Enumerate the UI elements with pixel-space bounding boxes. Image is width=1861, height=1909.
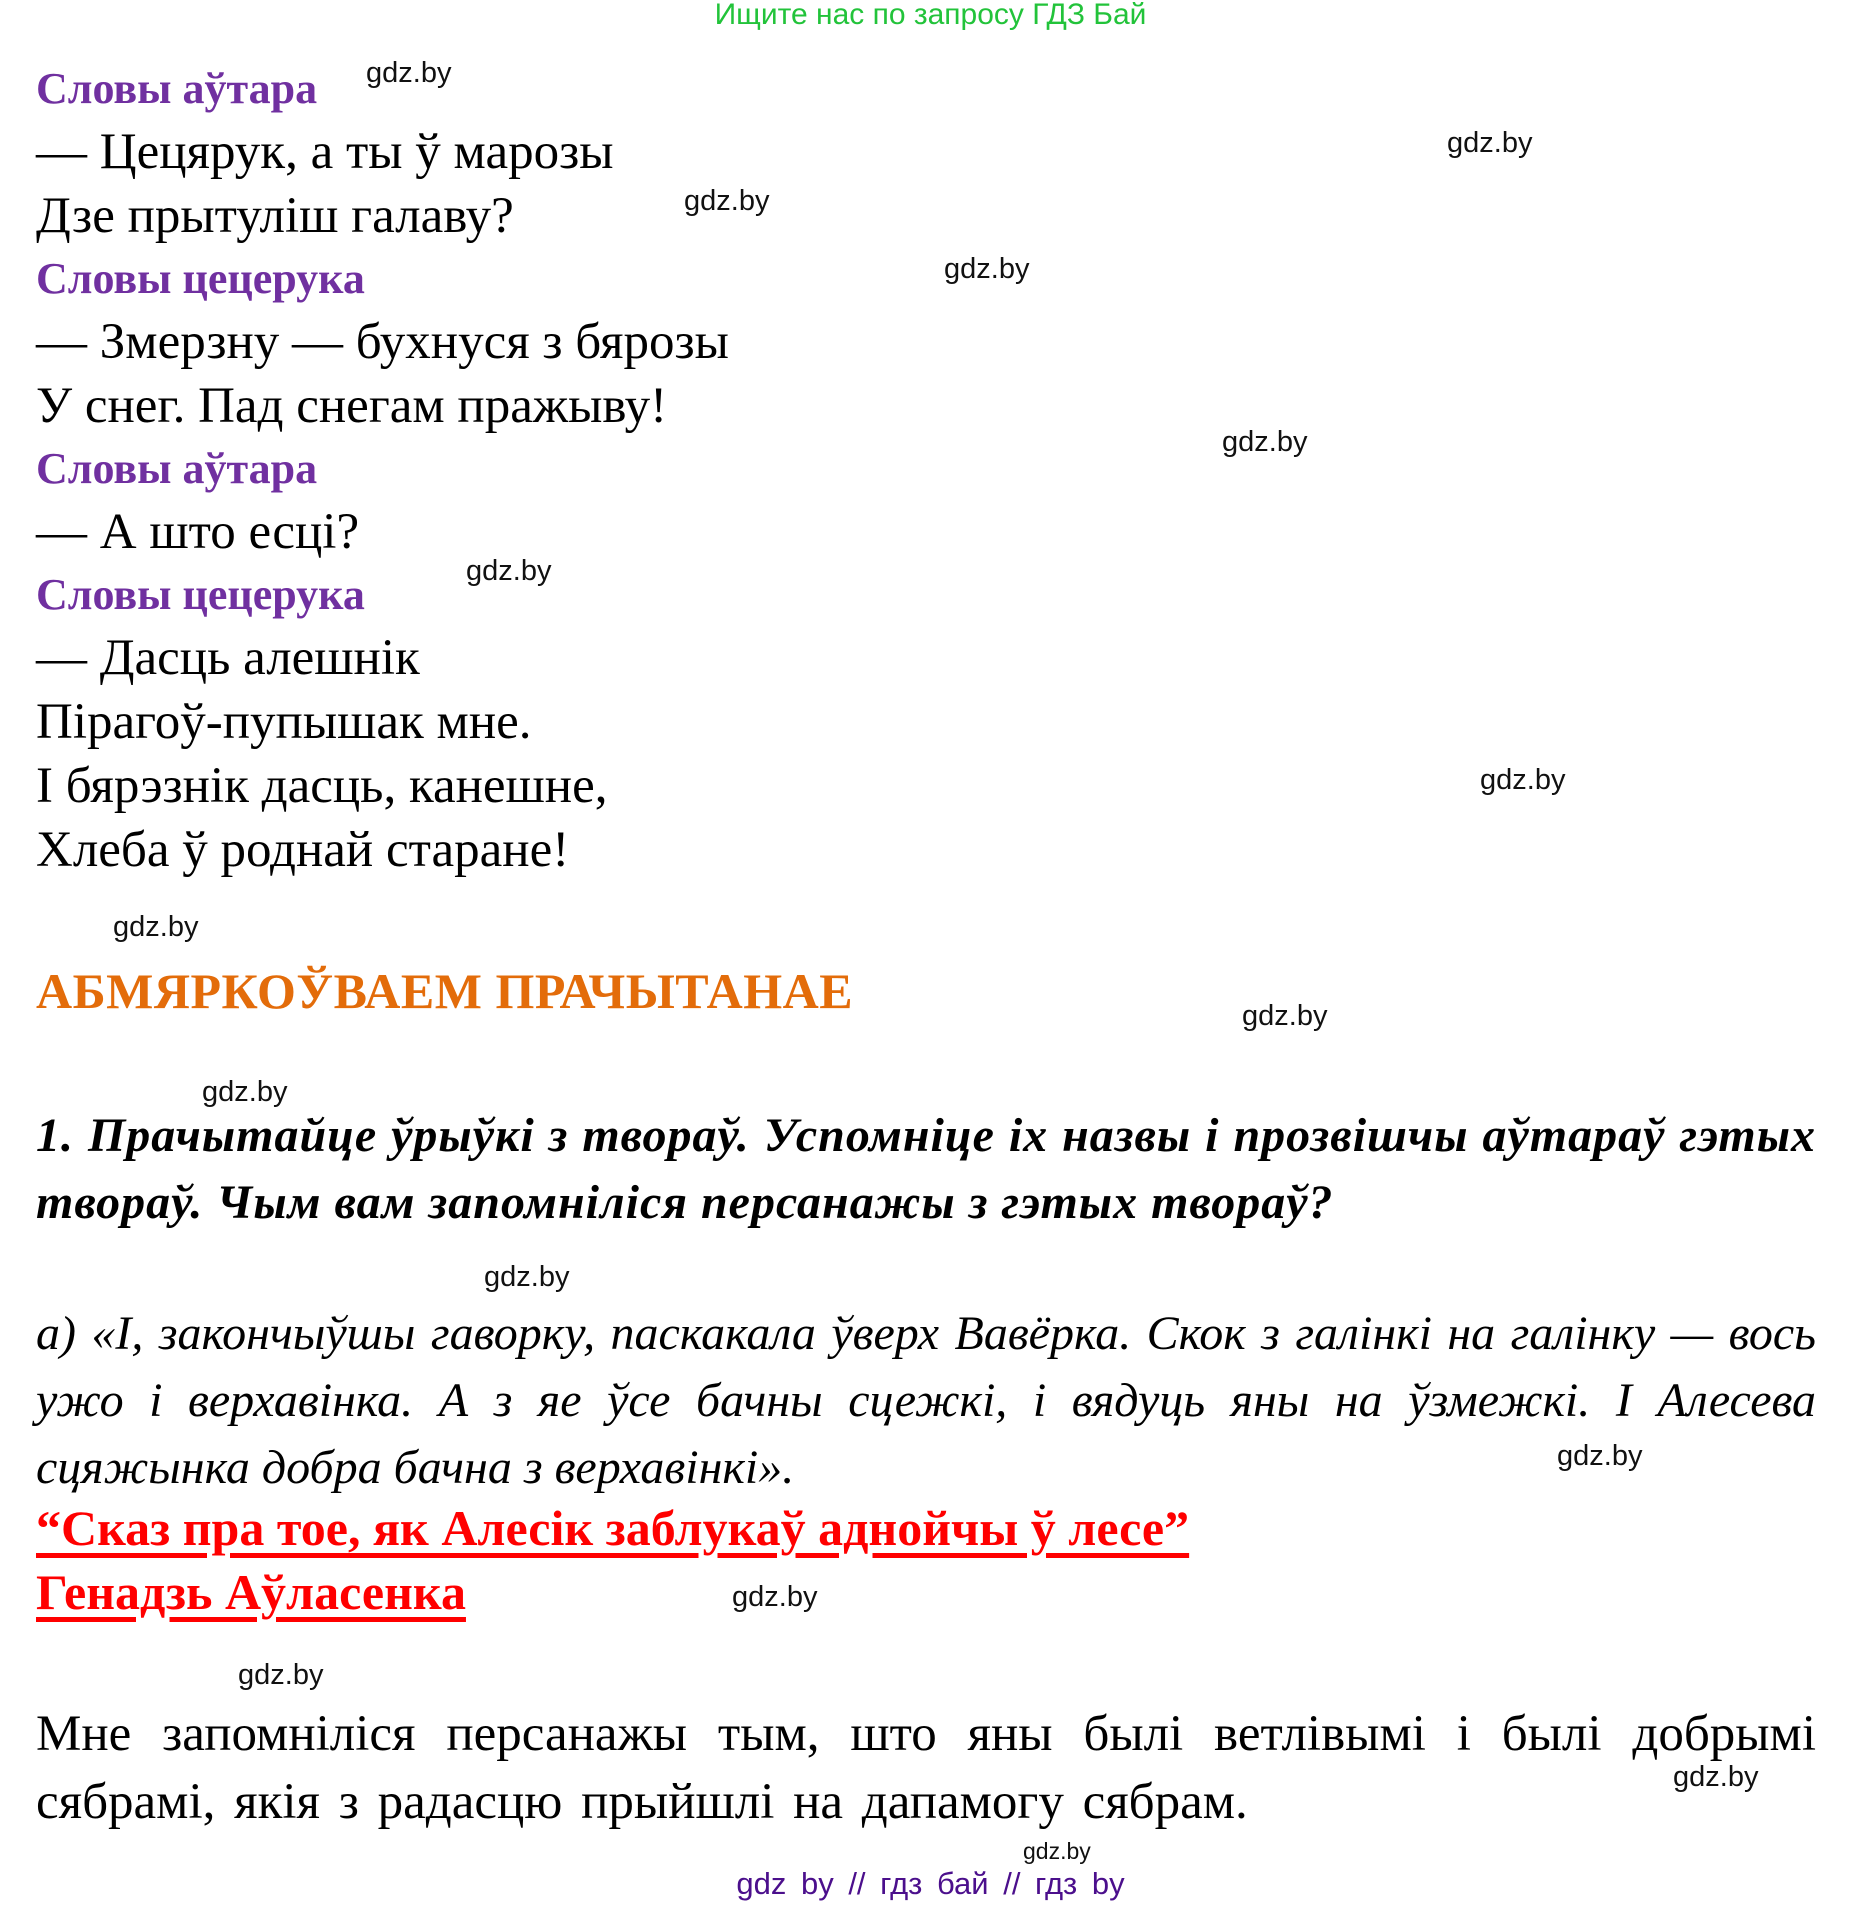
watermark: gdz.by [1242,1000,1328,1032]
task-question: 1. Прачытайце ўрыўкі з твораў. Успомніце іх назвы і прозвішчы аўтараў гэтых твораў. Чым вам запомніліся персанажы з гэтых твораў? [36,1109,1816,1229]
watermark: gdz.by [113,911,199,943]
poem-line: У снег. Пад снегам пражыву! [36,378,668,434]
poem-line: І бярэзнік дасць, канешне, [36,758,608,814]
poem-line: Дзе прытуліш галаву? [36,188,514,244]
watermark: gdz.by [684,185,770,217]
watermark: gdz.by [202,1076,288,1108]
poem [36,58,1816,882]
poem-line: — Цецярук, а ты ў марозы [36,124,614,180]
footer-links: gdz by // гдз бай // гдз by [736,1866,1125,1901]
work-title: “Сказ пра тое, як Алесік заблукаў аднойчы ў лесе” [36,1500,1190,1556]
watermark: gdz.by [1447,127,1533,159]
poem-line: Хлеба ў роднай старане! [36,822,570,878]
speaker-label: Словы цецерука [36,570,365,619]
quote-excerpt: а) «І, закончыўшы гаворку, паскакала ўверх Вавёрка. Скок з галінкі на галінку — вось ужо і верхавінка. А з яе ўсе бачны сцежкі, і вядуць яны на ўзмежкі. І Алесева сцяжынка добра бачна з верхавінкі». [36,1307,1816,1494]
watermark: gdz.by [732,1581,818,1613]
speaker-label: Словы цецерука [36,254,365,303]
watermark: gdz.by [238,1659,324,1691]
watermark: gdz.by [1023,1838,1091,1864]
watermark: gdz.by [484,1261,570,1293]
speaker-label: Словы аўтара [36,64,318,113]
watermark: gdz.by [1222,426,1308,458]
watermark: gdz.by [1673,1761,1759,1793]
watermark: gdz.by [1480,764,1566,796]
poem-line: — А што есці? [36,504,360,560]
poem-line: Пірагоў-пупышак мне. [36,694,532,750]
watermark: gdz.by [466,555,552,587]
watermark: gdz.by [1557,1440,1643,1472]
poem-line: — Змерзну — бухнуся з бярозы [36,314,729,370]
work-author: Генадзь Аўласенка [36,1564,466,1620]
poem-line: — Дасць алешнік [36,630,420,686]
watermark: gdz.by [944,253,1030,285]
top-banner: Ищите нас по запросу ГДЗ Бай [714,0,1147,31]
speaker-label: Словы аўтара [36,444,318,493]
watermark: gdz.by [366,57,452,89]
answer-text: Мне запомніліся персанажы тым, што яны былі ветлівымі і былі добрымі сябрамі, якія з радасцю прыйшлі на дапамогу сябрам. [36,1706,1816,1830]
section-heading: АБМЯРКОЎВАЕМ ПРАЧЫТАНАЕ [36,963,854,1019]
